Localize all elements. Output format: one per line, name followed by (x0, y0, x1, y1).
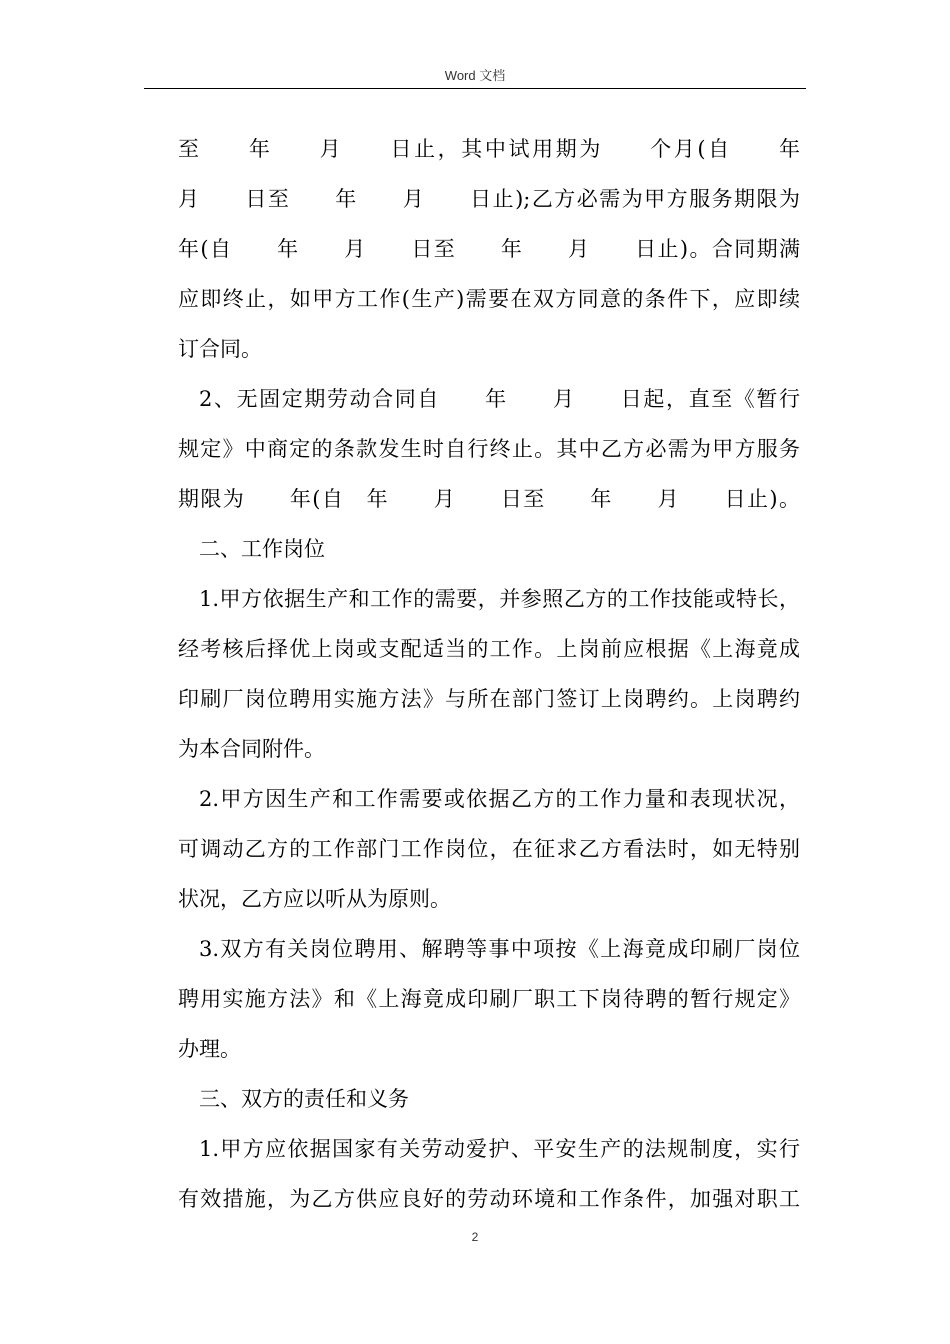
paragraph-line: 1.甲方依据生产和工作的需要，并参照乙方的工作技能或特长， (199, 587, 800, 611)
paragraph-line: 印刷厂岗位聘用实施方法》与所在部门签订上岗聘约。上岗聘约 (178, 687, 800, 711)
paragraph-line: 期限为 年(自 年 月 日至 年 月 日止)。 (178, 487, 800, 511)
paragraph-line: 聘用实施方法》和《上海竟成印刷厂职工下岗待聘的暂行规定》 (178, 987, 800, 1011)
paragraph-line: 2、无固定期劳动合同自 年 月 日起，直至《暂行 (199, 387, 800, 411)
paragraph-line: 1.甲方应依据国家有关劳动爱护、平安生产的法规制度，实行 (199, 1137, 800, 1161)
header-divider (144, 88, 806, 89)
paragraph-line: 可调动乙方的工作部门工作岗位，在征求乙方看法时，如无特别 (178, 837, 800, 861)
page-footer (0, 1230, 950, 1244)
paragraph-line: 年(自 年 月 日至 年 月 日止)。合同期满 (178, 237, 800, 261)
header-title: Word 文档 (444, 68, 506, 83)
page-header (144, 66, 806, 86)
paragraph-line: 3.双方有关岗位聘用、解聘等事中项按《上海竟成印刷厂岗位 (199, 937, 800, 961)
paragraph-line: 有效措施，为乙方供应良好的劳动环境和工作条件，加强对职工 (178, 1187, 800, 1211)
page-number: 2 (471, 1230, 479, 1244)
paragraph-line: 应即终止，如甲方工作(生产)需要在双方同意的条件下，应即续 (178, 287, 800, 311)
paragraph-line: 2.甲方因生产和工作需要或依据乙方的工作力量和表现状况， (199, 787, 800, 811)
paragraph-line: 规定》中商定的条款发生时自行终止。其中乙方必需为甲方服务 (178, 437, 800, 461)
document-body (178, 124, 800, 1224)
section-heading: 三、双方的责任和义务 (199, 1087, 409, 1111)
paragraph-line: 为本合同附件。 (178, 737, 325, 761)
paragraph-line: 状况，乙方应以听从为原则。 (178, 887, 451, 911)
paragraph-line: 办理。 (178, 1037, 241, 1061)
paragraph-line: 经考核后择优上岗或支配适当的工作。上岗前应根据《上海竟成 (178, 637, 800, 661)
paragraph-line: 订合同。 (178, 337, 262, 361)
paragraph-line: 至 年 月 日止，其中试用期为 个月(自 年 (178, 137, 800, 161)
section-heading: 二、工作岗位 (199, 537, 325, 561)
paragraph-line: 月 日至 年 月 日止);乙方必需为甲方服务期限为 (178, 187, 800, 211)
